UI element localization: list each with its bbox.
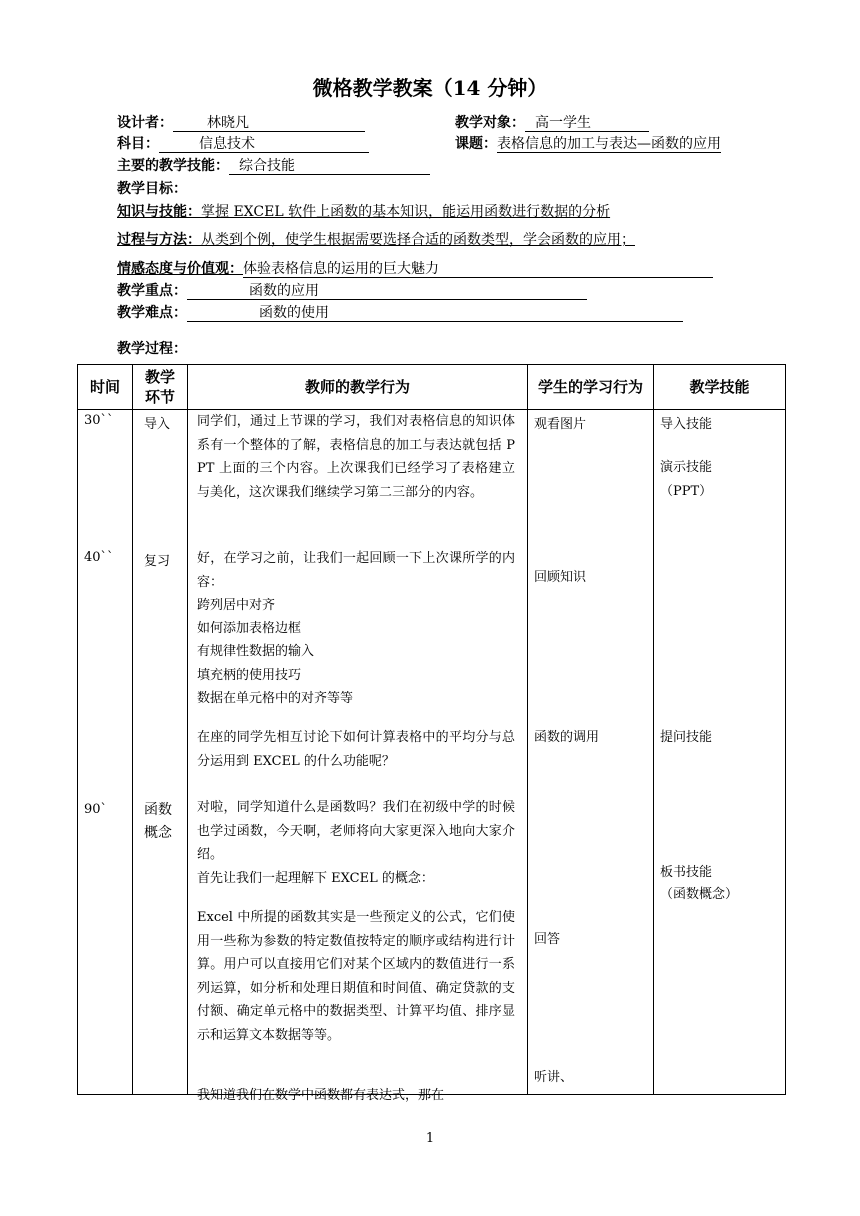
target-value: 高一学生	[525, 115, 649, 132]
skill-item: 提问技能	[660, 730, 713, 745]
student-item: 回答	[534, 932, 561, 947]
teacher-list-item: 填充柄的使用技巧	[197, 668, 302, 683]
time-item: 30``	[84, 413, 114, 428]
focus-text: 函数的应用	[187, 283, 587, 300]
teacher-paragraph: 同学们，通过上节课的学习，我们对表格信息的知识体系有一个整体的了解，表格信息的加工与表达就包括 PPT 上面的三个内容。上次课我们已经学习了表格建立与美化，这次课我们继续学习第二三部分的内容。	[197, 414, 515, 500]
skill-value: 综合技能	[229, 158, 430, 175]
teacher-paragraph: 首先让我们一起理解下 EXCEL 的概念：	[197, 871, 434, 886]
teacher-list-item: 跨列居中对齐	[197, 598, 276, 613]
lesson-table	[77, 364, 786, 1103]
goal-emotion	[117, 258, 713, 278]
process-section-label: 教学过程：	[117, 341, 187, 357]
focus-label: 教学重点：	[117, 283, 187, 299]
student-item: 函数的调用	[534, 730, 600, 745]
topic-label: 课题：	[455, 136, 497, 152]
header-skill: 教学技能	[654, 365, 786, 410]
page-title: 微格教学教案（14 分钟）	[312, 76, 548, 100]
target-label: 教学对象：	[455, 115, 525, 131]
student-item: 听讲、	[534, 1070, 574, 1085]
stage-item: 函数	[144, 802, 172, 818]
teacher-paragraph: Excel 中所提的函数其实是一些预定义的公式，它们使用一些称为参数的特定数值按特定的顺序或结构进行计算。用户可以直接用它们对某个区域内的数值进行一系列运算，如分析和处理日期值和时间值、确定贷款的支付额、确定单元格中的数据类型、计算平均值、排序显示和运算文本数据等等。	[197, 910, 515, 1043]
header-stage: 教学环节	[133, 365, 188, 410]
difficulty-text: 函数的使用	[187, 305, 683, 322]
header-teacher: 教师的教学行为	[188, 365, 528, 410]
subject-label: 科目：	[117, 136, 159, 152]
topic-row	[455, 133, 721, 153]
time-item: 40``	[84, 550, 114, 565]
teacher-list-item: 有规律性数据的输入	[197, 644, 315, 659]
skill-item: （PPT）	[660, 484, 713, 499]
table-row	[78, 410, 786, 1095]
goals-label: 教学目标：	[117, 181, 187, 197]
page-number: 1	[425, 1131, 435, 1146]
designer-row	[117, 112, 365, 132]
stage-item: 导入	[144, 417, 171, 432]
goal-process	[117, 229, 635, 249]
student-item: 观看图片	[534, 417, 587, 432]
topic-value: 表格信息的加工与表达—函数的应用	[497, 136, 721, 152]
difficulty-row	[117, 302, 683, 322]
teacher-paragraph: 对啦，同学知道什么是函数吗？我们在初级中学的时候也学过函数，今天啊，老师将向大家更深入地向大家介绍。	[197, 800, 515, 862]
stage-item: 概念	[144, 825, 172, 841]
time-item: 90`	[84, 802, 108, 817]
designer-value: 林晓凡	[173, 115, 365, 132]
student-cell	[528, 410, 654, 1095]
header-student: 学生的学习行为	[528, 365, 654, 410]
target-row	[455, 112, 649, 132]
skill-item: 板书技能	[660, 865, 713, 880]
skill-item: 导入技能	[660, 417, 713, 432]
knowledge-text: 掌握 EXCEL 软件上函数的基本知识，能运用函数进行数据的分析	[201, 204, 611, 220]
time-cell	[78, 410, 133, 1095]
designer-label: 设计者：	[117, 115, 173, 131]
skill-item: （函数概念）	[660, 887, 739, 902]
stage-item: 复习	[144, 554, 171, 569]
subject-value: 信息技术	[159, 136, 369, 153]
process-text: 从类到个例，使学生根据需要选择合适的函数类型，学会函数的应用；	[201, 232, 635, 248]
process-label: 过程与方法：	[117, 232, 201, 248]
focus-row	[117, 280, 587, 300]
student-item: 回顾知识	[534, 570, 587, 585]
teacher-cell	[188, 410, 528, 1103]
goal-knowledge	[117, 201, 610, 221]
difficulty-label: 教学难点：	[117, 305, 187, 321]
skill-cell	[654, 410, 786, 1095]
header-time: 时间	[78, 365, 133, 410]
teacher-list-item: 如何添加表格边框	[197, 621, 302, 636]
skill-row	[117, 155, 430, 175]
teacher-list-item: 数据在单元格中的对齐等等	[197, 691, 354, 706]
skill-label: 主要的教学技能：	[117, 158, 229, 174]
table-header-row	[78, 365, 786, 410]
teacher-paragraph: 好，在学习之前，让我们一起回顾一下上次课所学的内容：	[197, 551, 515, 590]
stage-cell	[133, 410, 188, 1095]
knowledge-label: 知识与技能：	[117, 204, 201, 220]
emotion-label: 情感态度与价值观：	[117, 261, 243, 277]
emotion-text: 体验表格信息的运用的巨大魅力	[243, 261, 713, 278]
subject-row	[117, 133, 369, 153]
teacher-paragraph: 我知道我们在数学中函数都有表达式，那在	[197, 1088, 445, 1103]
skill-item: 演示技能	[660, 460, 713, 475]
teacher-paragraph: 在座的同学先相互讨论下如何计算表格中的平均分与总分运用到 EXCEL 的什么功能呢？	[197, 730, 515, 769]
